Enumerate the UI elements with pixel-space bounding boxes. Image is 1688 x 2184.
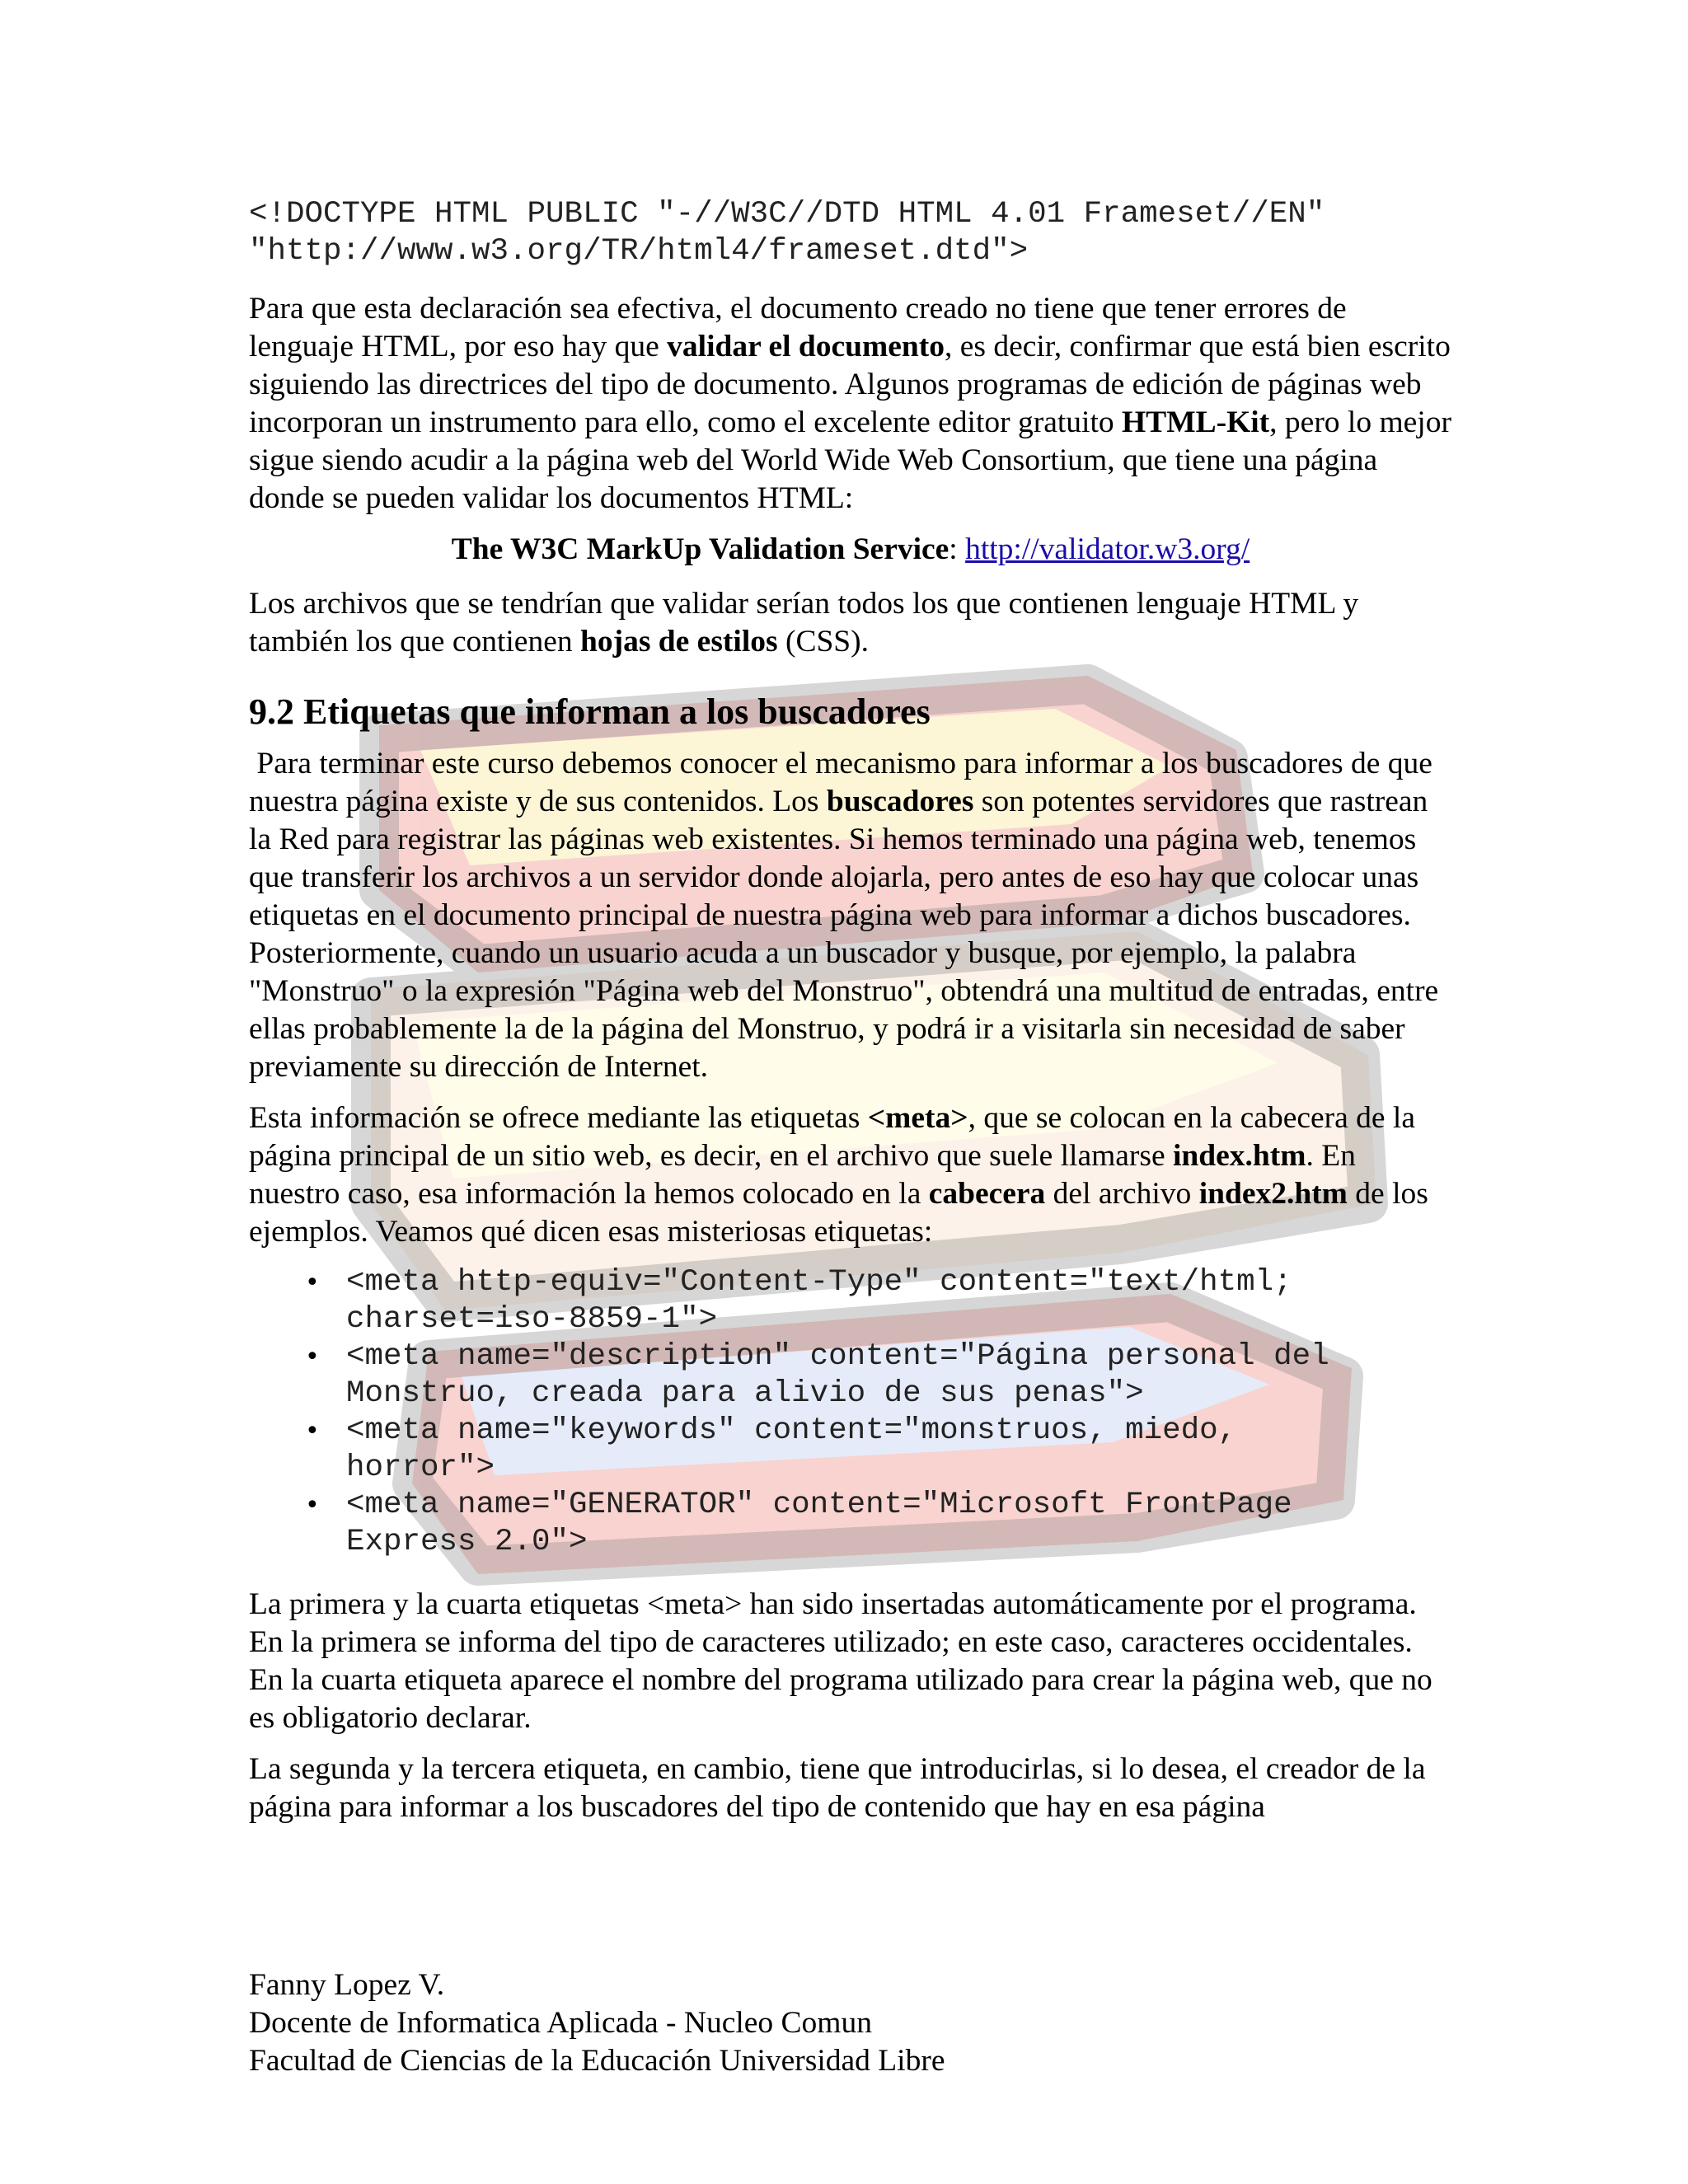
code-line: "http://www.w3.org/TR/html4/frameset.dtd">: [249, 234, 1029, 269]
paragraph-segunda-tercera: La segunda y la tercera etiqueta, en cambio, tiene que introducirlas, si lo desea, el creador de la página para informar a los buscadores del tipo de contenido que hay en esa página: [249, 1752, 1426, 1824]
list-item: • <meta name="keywords" content="monstruos, miedo, horror">: [346, 1413, 1452, 1487]
list-item: • <meta name="description" content="Página personal del Monstruo, creada para alivio de sus penas">: [346, 1338, 1452, 1413]
bold-index-htm: index.htm: [1173, 1139, 1306, 1173]
list-item: • <meta name="GENERATOR" content="Microsoft FrontPage Express 2.0">: [346, 1487, 1452, 1561]
list-item: • <meta http-equiv="Content-Type" content="text/html; charset=iso-8859-1">: [346, 1264, 1452, 1338]
bold-index2-htm: index2.htm: [1198, 1177, 1348, 1211]
footer-role: Docente de Informatica Aplicada - Nucleo Comun: [249, 2006, 872, 2040]
validator-line: The W3C MarkUp Validation Service: http://validator.w3.org/: [451, 532, 1250, 566]
bold-cabecera: cabecera: [928, 1177, 1046, 1211]
bold-html-kit: HTML-Kit: [1122, 405, 1270, 439]
footer: [249, 1966, 945, 2080]
bold-validar: validar el documento: [667, 330, 945, 363]
footer-author: Fanny Lopez V.: [249, 1968, 445, 2002]
section-heading: 9.2 Etiquetas que informan a los buscadores: [249, 691, 931, 732]
paragraph-primera-cuarta: La primera y la cuarta etiquetas <meta> han sido insertadas automáticamente por el programa. En la primera se informa del tipo de caracteres utilizado; en este caso, caracteres occidentales. En la cuarta etiqueta aparece el nombre del programa utilizado para crear la página web, que no es obligatorio declarar.: [249, 1587, 1432, 1735]
paragraph-buscadores: Para terminar este curso debemos conocer el mecanismo para informar a los buscadores de que nuestra página existe y de sus contenidos. Los buscadores son potentes servidores que rastrean la Red para registrar las páginas web existentes. Si hemos terminado una página web, tenemos que transferir los archivos a un servidor donde alojarla, pero antes de eso hay que colocar unas etiquetas en el documento principal de nuestra página web para informar a dichos buscadores. Posteriormente, cuando un usuario acuda a un buscador y busque, por ejemplo, la palabra "Monstruo" o la expresión "Página web del Monstruo", obtendrá una multitud de entradas, entre ellas probablemente la de la página del Monstruo, y podrá ir a visitarla sin necesidad de saber previamente su dirección de Internet.: [249, 747, 1447, 1084]
document-body: [249, 196, 1452, 1840]
bold-buscadores: buscadores: [826, 785, 974, 818]
footer-faculty: Facultad de Ciencias de la Educación Universidad Libre: [249, 2044, 945, 2078]
paragraph-archivos: Los archivos que se tendrían que validar serían todos los que contienen lenguaje HTML y también los que contienen hojas de estilos (CSS).: [249, 587, 1359, 658]
meta-tag-list: [249, 1264, 1452, 1561]
code-line: <!DOCTYPE HTML PUBLIC "-//W3C//DTD HTML 4.01 Frameset//EN": [249, 197, 1325, 232]
paragraph-validation: Para que esta declaración sea efectiva, el documento creado no tiene que tener errores de lenguaje HTML, por eso hay que validar el documento, es decir, confirmar que está bien escrito siguiendo las directrices del tipo de documento. Algunos programas de edición de páginas web incorporan un instrumento para ello, como el excelente editor gratuito HTML-Kit, pero lo mejor sigue siendo acudir a la página web del World Wide Web Consortium, que tiene una página donde se pueden validar los documentos HTML:: [249, 292, 1451, 515]
doctype-code-block: [249, 196, 1452, 270]
bold-meta: <meta>: [867, 1101, 968, 1135]
validator-link[interactable]: http://validator.w3.org/: [965, 532, 1250, 566]
validator-label: The W3C MarkUp Validation Service: [451, 532, 950, 566]
bold-hojas-estilos: hojas de estilos: [579, 625, 778, 658]
paragraph-meta: Esta información se ofrece mediante las etiquetas <meta>, que se colocan en la cabecera de la página principal de un sitio web, es decir, en el archivo que suele llamarse index.htm. En nuestro caso, esa información la hemos colocado en la cabecera del archivo index2.htm de los ejemplos. Veamos qué dicen esas misteriosas etiquetas:: [249, 1101, 1428, 1249]
